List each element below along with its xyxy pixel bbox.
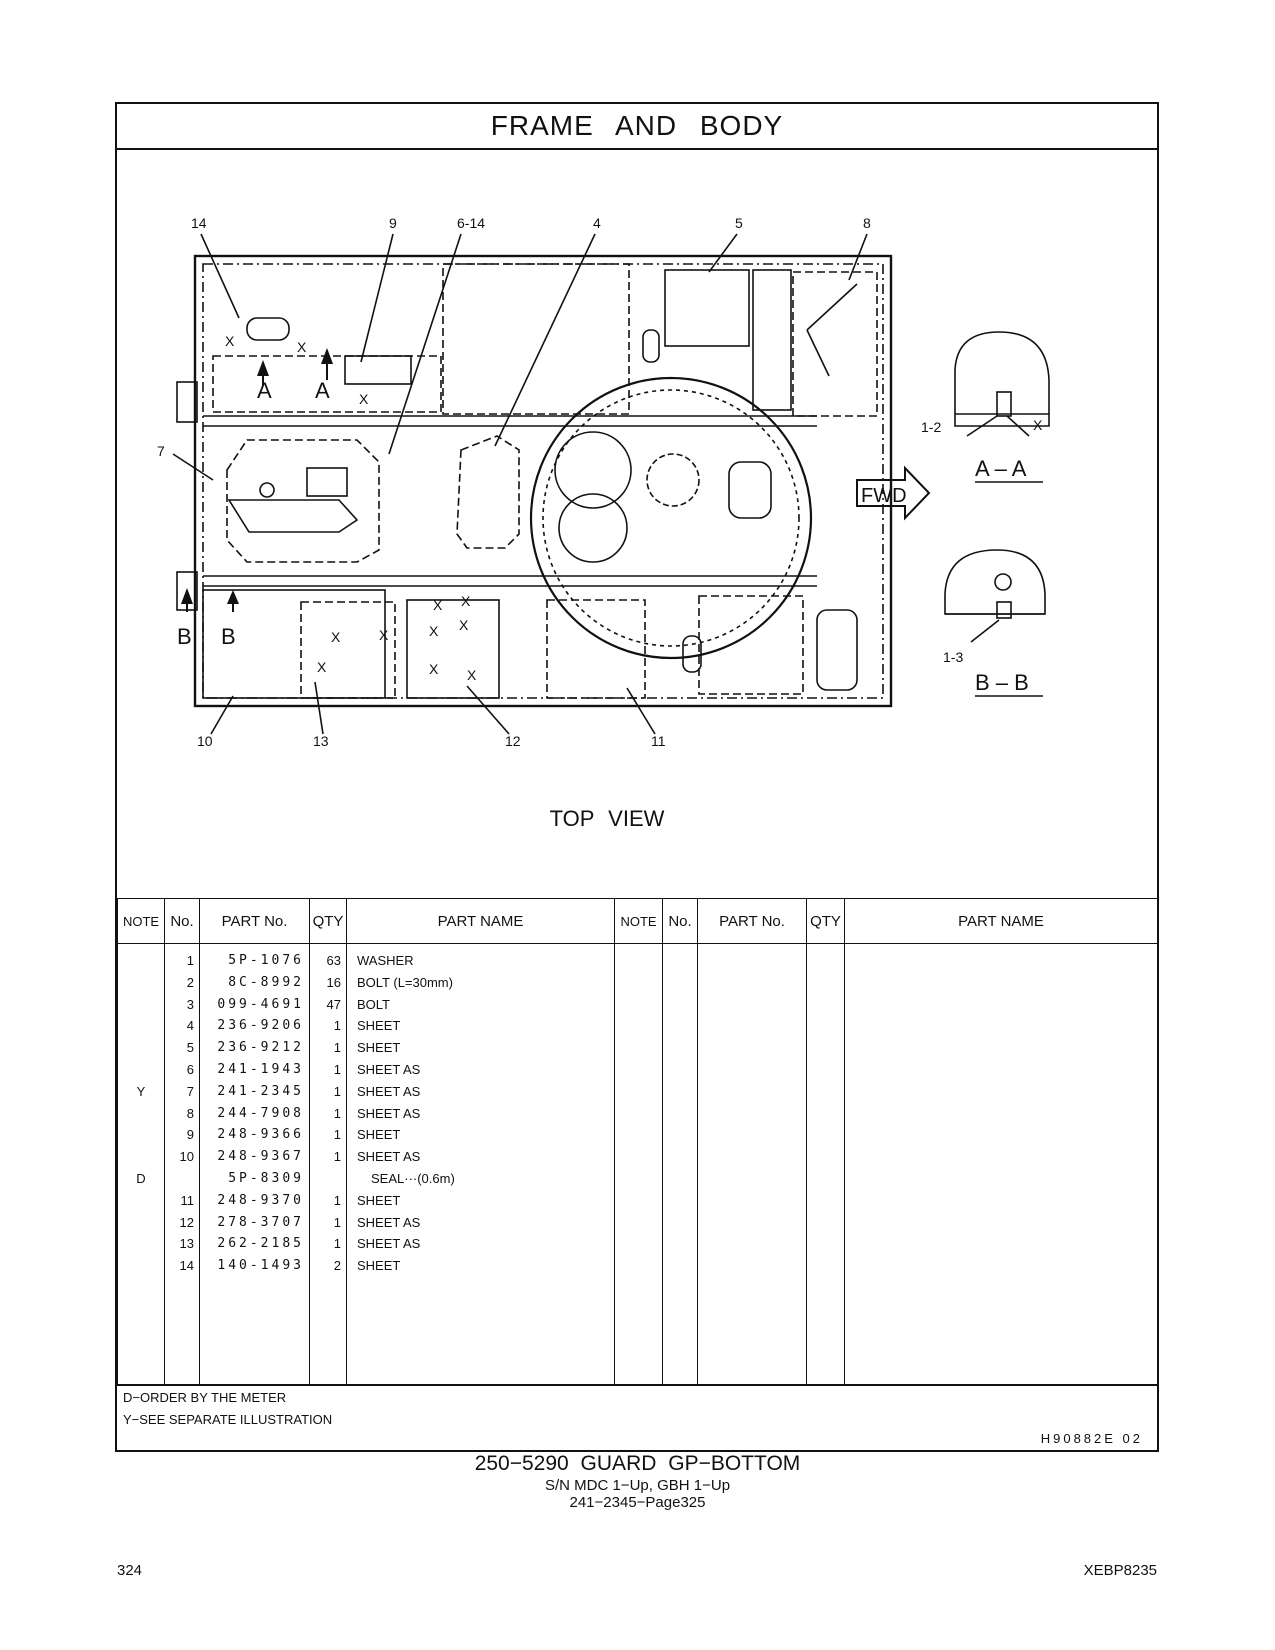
mark-x: X — [359, 391, 369, 407]
header-note: NOTE — [118, 899, 165, 944]
header-qty: QTY — [807, 899, 845, 944]
cut-label-b: B — [221, 624, 236, 649]
row-note — [118, 950, 164, 972]
technical-drawing — [117, 150, 1157, 898]
footnote-d: D−ORDER BY THE METER — [123, 1390, 287, 1405]
row-qty — [310, 1168, 346, 1190]
header-no: No. — [165, 899, 200, 944]
mark-x: X — [459, 617, 469, 633]
row-part-no: 5P-8309 — [228, 1170, 304, 1186]
view-label: TOP VIEW — [549, 806, 665, 831]
col-part-name — [347, 944, 615, 1385]
row-note — [118, 994, 164, 1016]
row-part-no: 241-1943 — [217, 1061, 304, 1077]
col-part-name-right — [845, 944, 1158, 1385]
section-a-callout: 1-2 — [921, 419, 942, 435]
row-part-name: SHEET — [357, 1018, 401, 1034]
row-note — [118, 1212, 164, 1234]
callout-7: 7 — [157, 443, 165, 459]
row-part-name: SHEET — [357, 1040, 401, 1056]
callout-9: 9 — [389, 215, 397, 231]
row-part-name: SHEET — [357, 1258, 401, 1274]
col-part-no-right — [698, 944, 807, 1385]
illustration-code: H90882E 02 — [1040, 1431, 1143, 1446]
mark-x: X — [331, 629, 341, 645]
row-part-name: SHEET AS — [357, 1083, 421, 1099]
row-part-no: 248-9370 — [217, 1192, 304, 1208]
row-part-no: 278-3707 — [217, 1214, 304, 1230]
col-part-no — [200, 944, 310, 1385]
row-qty: 1 — [333, 1149, 341, 1165]
mark-x: X — [379, 627, 389, 643]
table-header — [118, 899, 1158, 944]
col-note-right — [615, 944, 663, 1385]
row-part-no: 236-9206 — [217, 1018, 304, 1034]
row-qty: 1 — [333, 1214, 341, 1230]
section-b-callout: 1-3 — [943, 649, 964, 665]
row-qty: 16 — [326, 974, 341, 990]
header-note: NOTE — [615, 899, 663, 944]
section-b-label: B – B — [975, 670, 1029, 695]
row-part-no: 8C-8992 — [228, 974, 304, 990]
table-body — [118, 944, 1158, 1385]
row-qty: 47 — [326, 996, 341, 1012]
figure-title: FRAME AND BODY — [117, 104, 1157, 150]
row-part-name: SHEET AS — [357, 1105, 421, 1121]
cut-label-a: A — [315, 378, 330, 403]
header-no: No. — [663, 899, 698, 944]
parts-table — [117, 898, 1158, 1384]
row-qty: 1 — [333, 1236, 341, 1252]
figure-frame — [115, 102, 1159, 1452]
row-part-name: SHEET — [357, 1127, 401, 1143]
row-part-name: SHEET AS — [357, 1214, 421, 1230]
row-no: 5 — [186, 1040, 194, 1056]
row-no: 2 — [186, 974, 194, 990]
row-part-no: 241-2345 — [217, 1083, 304, 1099]
callout-13: 13 — [313, 733, 329, 749]
row-part-no: 5P-1076 — [228, 953, 304, 968]
footnotes — [117, 1384, 1157, 1452]
row-qty: 1 — [333, 1105, 341, 1121]
row-no: 11 — [180, 1192, 194, 1208]
group-title: 250−5290 GUARD GP−BOTTOM — [474, 1452, 801, 1475]
row-part-name: SHEET AS — [357, 1061, 421, 1077]
row-part-name: BOLT — [357, 996, 390, 1012]
col-qty-right — [807, 944, 845, 1385]
row-part-no: 236-9212 — [217, 1040, 304, 1056]
row-note — [118, 1037, 164, 1059]
mark-x: X — [429, 661, 439, 677]
row-part-no: 248-9366 — [217, 1127, 304, 1143]
row-qty: 1 — [333, 1127, 341, 1143]
callout-5: 5 — [735, 215, 743, 231]
row-qty: 1 — [333, 1083, 341, 1099]
mark-x: X — [461, 593, 471, 609]
row-part-no: 262-2185 — [217, 1236, 304, 1252]
row-note: Y — [136, 1083, 146, 1099]
row-part-name: BOLT (L=30mm) — [357, 974, 453, 990]
callout-8: 8 — [863, 215, 871, 231]
row-no: 9 — [186, 1127, 194, 1143]
fwd-label: FWD — [861, 485, 907, 507]
page-number: 324 — [117, 1562, 143, 1579]
row-part-no: 244-7908 — [217, 1105, 304, 1121]
row-no: 1 — [186, 953, 194, 968]
document-id: XEBP8235 — [1083, 1562, 1157, 1579]
callout-14: 14 — [191, 215, 207, 231]
row-note: D — [136, 1170, 146, 1186]
mark-x: X — [467, 667, 477, 683]
row-no: 4 — [186, 1018, 194, 1034]
row-note — [118, 1015, 164, 1037]
row-qty: 1 — [333, 1040, 341, 1056]
row-qty: 1 — [333, 1061, 341, 1077]
row-part-name: WASHER — [357, 953, 414, 968]
row-note — [118, 1233, 164, 1255]
row-qty: 1 — [333, 1192, 341, 1208]
row-note — [118, 1255, 164, 1277]
row-no: 8 — [186, 1105, 194, 1121]
footnote-y: Y−SEE SEPARATE ILLUSTRATION — [123, 1412, 333, 1427]
page-reference: 241−2345−Page325 — [569, 1494, 706, 1511]
callout-10: 10 — [197, 733, 213, 749]
mark-x: X — [1033, 417, 1043, 433]
row-note — [118, 1059, 164, 1081]
row-note — [118, 1190, 164, 1212]
col-no-right — [663, 944, 698, 1385]
header-part-name: PART NAME — [347, 899, 615, 944]
row-part-name: SHEET AS — [357, 1149, 421, 1165]
callout-6-14: 6-14 — [457, 215, 486, 231]
col-no — [165, 944, 200, 1385]
cut-label-a: A — [257, 378, 272, 403]
row-no: 10 — [179, 1149, 194, 1165]
row-no: 13 — [179, 1236, 194, 1252]
mark-x: X — [433, 597, 443, 613]
row-no: 14 — [179, 1258, 194, 1274]
callout-11: 11 — [651, 733, 666, 749]
row-part-name: SHEET AS — [357, 1236, 421, 1252]
row-note — [118, 1103, 164, 1125]
top-view-drawing — [117, 150, 1157, 898]
mark-x: X — [429, 623, 439, 639]
callout-4: 4 — [593, 215, 601, 231]
row-note — [118, 972, 164, 994]
row-note — [118, 1124, 164, 1146]
row-qty: 63 — [326, 953, 341, 968]
cut-label-b: B — [177, 624, 192, 649]
row-no — [165, 1168, 199, 1190]
mark-x: X — [225, 333, 235, 349]
mark-x: X — [317, 659, 327, 675]
row-part-name: SEAL···(0.6m) — [371, 1170, 455, 1186]
row-qty: 2 — [333, 1258, 341, 1274]
row-no: 3 — [186, 996, 194, 1012]
row-part-name: SHEET — [357, 1192, 401, 1208]
row-no: 7 — [186, 1083, 194, 1099]
serial-range: S/N MDC 1−Up, GBH 1−Up — [544, 1477, 731, 1494]
callout-12: 12 — [505, 733, 521, 749]
header-part-no: PART No. — [698, 899, 807, 944]
row-no: 6 — [186, 1061, 194, 1077]
row-part-no: 248-9367 — [217, 1149, 304, 1165]
row-note — [118, 1146, 164, 1168]
header-part-no: PART No. — [200, 899, 310, 944]
mark-x: X — [297, 339, 307, 355]
col-note — [118, 944, 165, 1385]
header-qty: QTY — [310, 899, 347, 944]
row-part-no: 140-1493 — [217, 1258, 304, 1274]
section-a-label: A – A — [975, 456, 1027, 481]
row-part-no: 099-4691 — [217, 996, 304, 1012]
header-part-name: PART NAME — [845, 899, 1158, 944]
row-qty: 1 — [333, 1018, 341, 1034]
row-no: 12 — [179, 1214, 194, 1230]
col-qty — [310, 944, 347, 1385]
